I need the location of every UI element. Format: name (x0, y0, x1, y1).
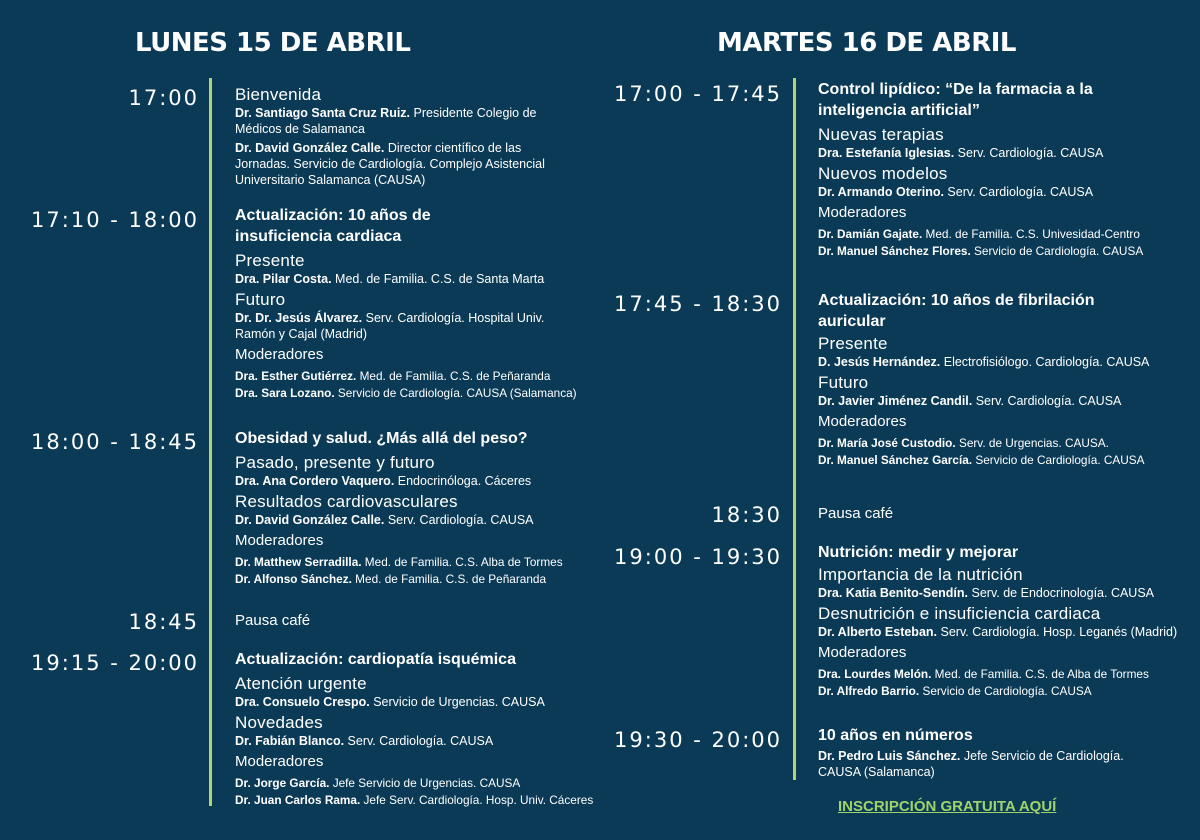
monday-session-3 (235, 428, 595, 588)
tuesday-pause-time: 18:30 (711, 503, 782, 527)
session-title: Actualización: 10 años de insuficiencia cardiaca (235, 207, 431, 245)
topic-label: Desnutrición e insuficiencia cardiaca (818, 604, 1101, 623)
topic-label: Resultados cardiovasculares (235, 492, 458, 511)
tuesday-session-2-time: 17:45 - 18:30 (614, 292, 782, 316)
moderators-label: Moderadores (235, 753, 324, 770)
monday-pause: Pausa café (235, 612, 311, 629)
session-title: Control lipídico: “De la farmacia a la inteligencia artificial” (818, 81, 1093, 119)
moderator: Dr. Alfredo Barrio. Servicio de Cardiología. CAUSA (818, 684, 1092, 698)
tuesday-divider (793, 78, 796, 780)
speaker: Dr. David González Calle. Serv. Cardiología. CAUSA (235, 513, 534, 527)
tuesday-session-2 (818, 290, 1188, 469)
topic-label: Presente (235, 251, 305, 270)
session-title: Bienvenida (235, 85, 322, 104)
moderator: Dra. Lourdes Melón. Med. de Familia. C.S. de Alba de Tormes (818, 667, 1149, 681)
speaker: Dr. Javier Jiménez Candil. Serv. Cardiología. CAUSA (818, 394, 1122, 408)
monday-session-1-time: 17:00 (128, 86, 199, 110)
monday-divider (209, 78, 212, 806)
moderators-label: Moderadores (818, 204, 907, 221)
moderator: Dr. Juan Carlos Rama. Jefe Serv. Cardiología. Hosp. Univ. Cáceres (235, 793, 594, 807)
tuesday-session-4-time: 19:00 - 19:30 (614, 545, 782, 569)
speaker: Dra. Ana Cordero Vaquero. Endocrinóloga. Cáceres (235, 474, 532, 488)
monday-title: LUNES 15 DE ABRIL (135, 28, 411, 58)
moderators-label: Moderadores (818, 644, 907, 661)
registration-link[interactable]: INSCRIPCIÓN GRATUITA AQUÍ (838, 798, 1057, 815)
topic-label: Importancia de la nutrición (818, 565, 1023, 584)
tuesday-pause: Pausa café (818, 505, 894, 522)
moderators-label: Moderadores (235, 532, 324, 549)
moderators-label: Moderadores (235, 346, 324, 363)
moderator: Dr. Manuel Sánchez García. Servicio de Cardiología. CAUSA (818, 453, 1145, 467)
moderator: Dr. Alfonso Sánchez. Med. de Familia. C.S. de Peñaranda (235, 572, 547, 586)
moderator: Dr. María José Custodio. Serv. de Urgencias. CAUSA. (818, 436, 1109, 450)
monday-session-5-time: 19:15 - 20:00 (31, 651, 199, 675)
speaker: Dra. Consuelo Crespo. Servicio de Urgencias. CAUSA (235, 695, 545, 709)
speaker: Dr. Fabián Blanco. Serv. Cardiología. CAUSA (235, 734, 494, 748)
speaker: Dr. Armando Oterino. Serv. Cardiología. CAUSA (818, 185, 1094, 199)
speaker: Dra. Katia Benito-Sendín. Serv. de Endocrinología. CAUSA (818, 586, 1155, 600)
monday-session-5 (235, 649, 615, 809)
speaker: Dr. Dr. Jesús Álvarez. Serv. Cardiología. Hospital Univ. Ramón y Cajal (Madrid) (235, 311, 545, 341)
tuesday-session-5 (818, 725, 1158, 783)
topic-label: Futuro (235, 290, 286, 309)
moderator: Dr. Matthew Serradilla. Med. de Familia. C.S. Alba de Tormes (235, 555, 563, 569)
moderator: Dr. Manuel Sánchez Flores. Servicio de Cardiología. CAUSA (818, 244, 1144, 258)
topic-label: Pasado, presente y futuro (235, 453, 435, 472)
monday-pause-time: 18:45 (128, 610, 199, 634)
speaker: Dr. Santiago Santa Cruz Ruiz. Presidente Colegio de Médicos de Salamanca (235, 106, 537, 136)
topic-label: Presente (818, 334, 888, 353)
speaker: Dra. Pilar Costa. Med. de Familia. C.S. de Santa Marta (235, 272, 545, 286)
topic-label: Futuro (818, 373, 869, 392)
session-title: Actualización: cardiopatía isquémica (235, 651, 516, 668)
topic-label: Novedades (235, 713, 323, 732)
session-title: Nutrición: medir y mejorar (818, 544, 1019, 561)
monday-session-2 (235, 205, 595, 402)
monday-session-3-time: 18:00 - 18:45 (31, 430, 199, 454)
moderator: Dr. Jorge García. Jefe Servicio de Urgencias. CAUSA (235, 776, 521, 790)
tuesday-session-5-time: 19:30 - 20:00 (614, 728, 782, 752)
speaker: Dr. David González Calle. Director científico de las Jornadas. Servicio de Cardiología. Complejo Asistencial Universitario Salamanca (CAUSA) (235, 141, 545, 187)
topic-label: Atención urgente (235, 674, 367, 693)
monday-session-2-time: 17:10 - 18:00 (31, 208, 199, 232)
moderator: Dr. Damián Gajate. Med. de Familia. C.S. Univesidad-Centro (818, 227, 1140, 241)
session-title: 10 años en números (818, 727, 973, 744)
speaker: D. Jesús Hernández. Electrofisiólogo. Cardiología. CAUSA (818, 355, 1150, 369)
tuesday-title: MARTES 16 DE ABRIL (717, 28, 1016, 58)
monday-session-1 (235, 85, 565, 191)
moderator: Dra. Esther Gutiérrez. Med. de Familia. C.S. de Peñaranda (235, 369, 551, 383)
session-title: Actualización: 10 años de fibrilación auricular (818, 292, 1095, 330)
speaker: Dr. Pedro Luis Sánchez. Jefe Servicio de Cardiología. CAUSA (Salamanca) (818, 749, 1124, 779)
tuesday-session-4 (818, 542, 1198, 700)
topic-label: Nuevos modelos (818, 164, 948, 183)
tuesday-session-1 (818, 79, 1188, 260)
moderator: Dra. Sara Lozano. Servicio de Cardiología. CAUSA (Salamanca) (235, 386, 577, 400)
topic-label: Nuevas terapias (818, 125, 944, 144)
speaker: Dra. Estefanía Iglesias. Serv. Cardiología. CAUSA (818, 146, 1104, 160)
speaker: Dr. Alberto Esteban. Serv. Cardiología. Hosp. Leganés (Madrid) (818, 625, 1178, 639)
tuesday-session-1-time: 17:00 - 17:45 (614, 82, 782, 106)
moderators-label: Moderadores (818, 413, 907, 430)
session-title: Obesidad y salud. ¿Más allá del peso? (235, 430, 528, 447)
